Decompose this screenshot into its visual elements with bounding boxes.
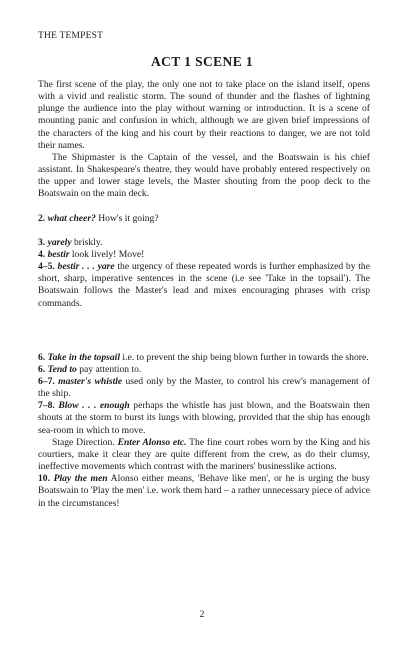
running-head: THE TEMPEST <box>38 31 104 41</box>
note-number: 6. <box>38 363 46 375</box>
note-lemma: bestir . . . yare <box>57 261 115 273</box>
note-gloss: the urgency of these repeated words is further emphasized by the short, sharp, imperative sentences in the scene (i.e see 'Take in the topsail'). The Boatswain follows the Master's lead and mixes encouraging phrases with crisp commands. <box>38 261 370 309</box>
note-line-7-8 <box>38 400 370 436</box>
note-lemma: what cheer? <box>47 212 96 224</box>
note-number: 7–8. <box>38 400 55 412</box>
note-gloss: Alonso either means, 'Behave like men', or he is urging the busy Boatswain to 'Play the men' i.e. work them hard – a rather unnecessary piece of advice in the circumstances! <box>38 473 370 509</box>
note-number: 4. <box>38 248 46 260</box>
note-line-6-7 <box>38 376 370 400</box>
scene-title: ACT 1 SCENE 1 <box>150 54 254 69</box>
note-line-10 <box>38 473 370 509</box>
note-line-4-5 <box>38 261 370 310</box>
stage-direction-prefix: Stage Direction. <box>52 436 118 448</box>
note-gloss: briskly. <box>71 236 103 248</box>
page-number: 2 <box>199 610 205 620</box>
note-number: 6. <box>38 351 46 363</box>
note-line-4 <box>38 249 370 261</box>
note-lemma: master's whistle <box>58 375 123 387</box>
note-number: 4–5. <box>38 261 55 273</box>
note-gloss: How's it going? <box>95 212 159 224</box>
note-line-6b <box>38 364 370 376</box>
note-lemma: yarely <box>47 236 72 248</box>
note-gloss: look lively! Move! <box>69 248 145 260</box>
note-line-2 <box>38 213 370 225</box>
note-number: 3. <box>38 236 46 248</box>
note-number: 6–7. <box>38 375 55 387</box>
stage-direction-note <box>38 437 370 473</box>
note-number: 2. <box>38 212 46 224</box>
intro-paragraph: The Shipmaster is the Captain of the vessel, and the Boatswain is his chief assistant. In Shakespeare's theatre, they would have probably entered respectively on the upper and lower stage levels, the Master shouting from the poop deck to the Boatswain on the main deck. <box>38 151 370 200</box>
commentary-body <box>38 79 370 510</box>
note-line-6 <box>38 352 370 364</box>
note-lemma: Blow . . . enough <box>58 400 130 412</box>
note-lemma: Enter Alonso etc. <box>117 436 187 448</box>
note-gloss: perhaps the whistle has just blown, and the Boatswain then shouts at the storm to burst its lungs with blowing, provided that the ship has enough sea-room in which to move. <box>38 400 370 436</box>
note-gloss: used only by the Master, to control his crew's management of the ship. <box>38 375 371 400</box>
note-gloss: The fine court robes worn by the King and his courtiers, make it clear they are quite different from the crew, as do their clumsy, ineffective movements which contrast with the mariners' businesslike actions. <box>38 436 371 473</box>
note-gloss: i.e. to prevent the ship being blown further in towards the shore. <box>120 351 369 363</box>
note-lemma: Tend to <box>47 363 77 375</box>
note-number: 10. <box>38 473 50 485</box>
note-lemma: Take in the topsail <box>47 351 121 363</box>
note-lemma: bestir <box>47 248 70 260</box>
note-gloss: pay attention to. <box>76 363 142 375</box>
note-lemma: Play the men <box>53 473 108 485</box>
note-line-3 <box>38 237 370 249</box>
intro-paragraph: The first scene of the play, the only one not to take place on the island itself, opens with a vivid and realistic storm. The sound of thunder and the flashes of lightning plunge the audience into the play without warning or introduction. It is a scene of mounting panic and confusion in which, although we are given brief impressions of the characters of the king and his court by their reactions to danger, we are not told their names. <box>38 79 370 151</box>
